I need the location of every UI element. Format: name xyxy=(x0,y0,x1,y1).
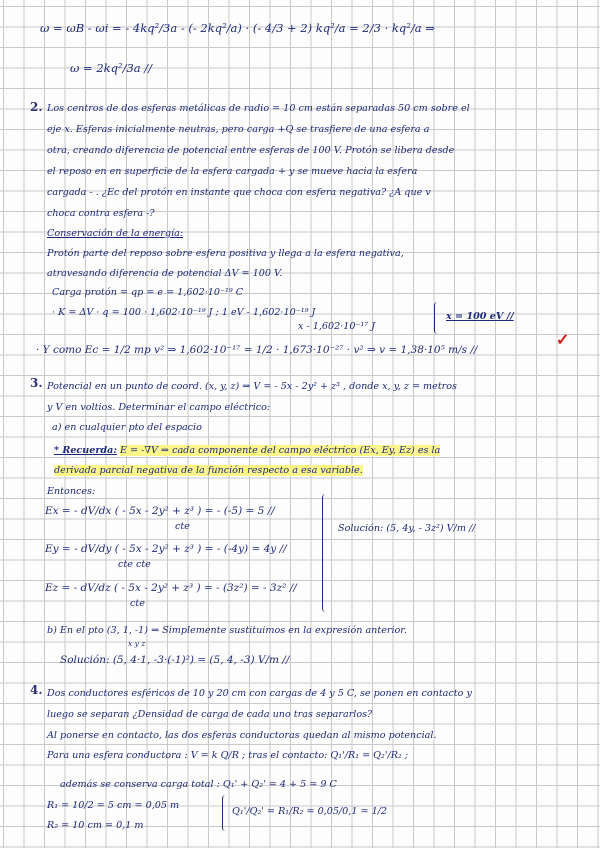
energy-calc: · K = ΔV · q = 100 · 1,602·10⁻¹⁹ J ; 1 eV - 1,602·10⁻¹⁹ J xyxy=(52,307,316,318)
ey-derivative: Ey = - dV/dy ( - 5x - 2y² + z³ ) = - (-4y) = 4y // xyxy=(45,543,287,555)
check-mark-icon: ✓ xyxy=(556,330,570,349)
energy-result: x = 100 eV // xyxy=(446,311,514,322)
ex2-statement-line-4: el reposo en en superficie de la esfera cargada + y se mueve hacia la esfera xyxy=(47,166,418,177)
ex2-statement-line-2: eje x. Esferas inicialmente neutras, pero carga +Q se trasfiere de una esfera a xyxy=(47,124,430,135)
exercise-number-4: 4. xyxy=(30,683,43,697)
ex3-part-b: b) En el pto (3, 1, -1) ⇒ Simplemente sustituimos en la expresión anterior. xyxy=(47,625,407,636)
exercise-number-2: 2. xyxy=(30,100,43,114)
radius-2: R₂ = 10 cm = 0,1 m xyxy=(47,820,144,831)
ex3-solution-b: Solución: (5, 4·1, -3·(-1)²) = (5, 4, -3) V/m // xyxy=(60,654,290,666)
ex-const-note: cte xyxy=(175,521,190,532)
note-text: E = -∇V ⇒ cada componente del campo eléctrico (Ex, Ey, Ez) es la xyxy=(119,445,441,456)
ex4-statement-line-1: Dos conductores esféricos de 10 y 20 cm con cargas de 4 y 5 C, se ponen en contacto y xyxy=(47,688,472,699)
ex3-solution-a: Solución: (5, 4y, - 3z²) V/m // xyxy=(338,523,476,534)
proton-charge: Carga protón = qp = e = 1,602·10⁻¹⁹ C xyxy=(52,287,244,298)
ex3-part-a: a) en cualquier pto del espacio xyxy=(52,422,202,433)
ex4-charge-conservation: además se conserva carga total : Q₁' + Q₂' = 4 + 5 = 9 C xyxy=(60,779,337,790)
ex2-section-heading: Conservación de la energía: xyxy=(47,228,184,239)
ex2-statement-line-5: cargada - . ¿Ec del protón en instante que choca con esfera negativa? ¿A que v xyxy=(47,187,431,198)
ex3-note-continued xyxy=(54,465,363,477)
ex2-statement-line-6: choca contra esfera -? xyxy=(47,208,155,219)
velocity-calc: · Y como Ec = 1/2 mp v² ⇒ 1,602·10⁻¹⁷ = 1/2 · 1,673·10⁻²⁷ · v² ⇒ v = 1,38·10⁵ m/s // xyxy=(36,344,478,356)
ez-const-note: cte xyxy=(130,598,145,609)
ey-const-note: cte cte xyxy=(118,559,151,570)
note-text-2: derivada parcial negativa de la función respecto a esa variable. xyxy=(54,465,363,476)
note-label: * Recuerda: xyxy=(54,445,117,456)
charge-ratio: Q₁'/Q₂' = R₁/R₂ = 0,05/0,1 = 1/2 xyxy=(232,806,388,817)
ratio-brace xyxy=(222,795,229,831)
solution-brace xyxy=(322,494,329,612)
ex3-statement-line-2: y V en voltios. Determinar el campo eléctrico: xyxy=(47,402,271,413)
ex4-statement-line-2: luego se separan ¿Densidad de carga de cada uno tras separarlos? xyxy=(47,709,373,720)
ex2-statement-line-3: otra, creando diferencia de potencial entre esferas de 100 V. Protón se libera desde xyxy=(47,145,455,156)
work-result: ω = 2kq²/3a // xyxy=(70,61,153,75)
ex4-solution-line-1: Al ponerse en contacto, las dos esferas conductoras quedan al mismo potencial. xyxy=(47,730,437,741)
ez-derivative: Ez = - dV/dz ( - 5x - 2y² + z³ ) = - (3z²) = - 3z² // xyxy=(45,582,297,594)
ex3-note xyxy=(54,445,440,457)
coordinate-labels: x y z xyxy=(128,639,146,648)
radius-1: R₁ = 10/2 = 5 cm = 0,05 m xyxy=(47,800,180,811)
ex2-statement-line-1: Los centros de dos esferas metálicas de radio = 10 cm están separadas 50 cm sobre el xyxy=(47,103,470,114)
ex2-solution-line-2: atravesando diferencia de potencial ΔV = 100 V. xyxy=(47,268,283,279)
ex2-solution-line-1: Protón parte del reposo sobre esfera positiva y llega a la esfera negativa, xyxy=(47,248,404,259)
exercise-number-3: 3. xyxy=(30,376,43,390)
energy-conversion: x - 1,602·10⁻¹⁷ J xyxy=(298,321,376,332)
ex4-solution-line-2: Para una esfera conductora : V = k Q/R ; tras el contacto: Q₁'/R₁ = Q₂'/R₂ ; xyxy=(47,750,409,761)
ex-derivative: Ex = - dV/dx ( - 5x - 2y² + z³ ) = - (-5) = 5 // xyxy=(45,505,275,517)
ex3-then: Entonces: xyxy=(47,486,96,497)
work-formula-line: ω = ωB - ωi = - 4kq²/3a - (- 2kq²/a) · (- 4/3 + 2) kq²/a = 2/3 · kq²/a ⇒ xyxy=(40,21,435,35)
conversion-brace xyxy=(434,302,441,334)
ex3-statement-line-1: Potencial en un punto de coord. (x, y, z) ⇒ V = - 5x - 2y² + z³ , donde x, y, z = metros xyxy=(47,381,457,392)
